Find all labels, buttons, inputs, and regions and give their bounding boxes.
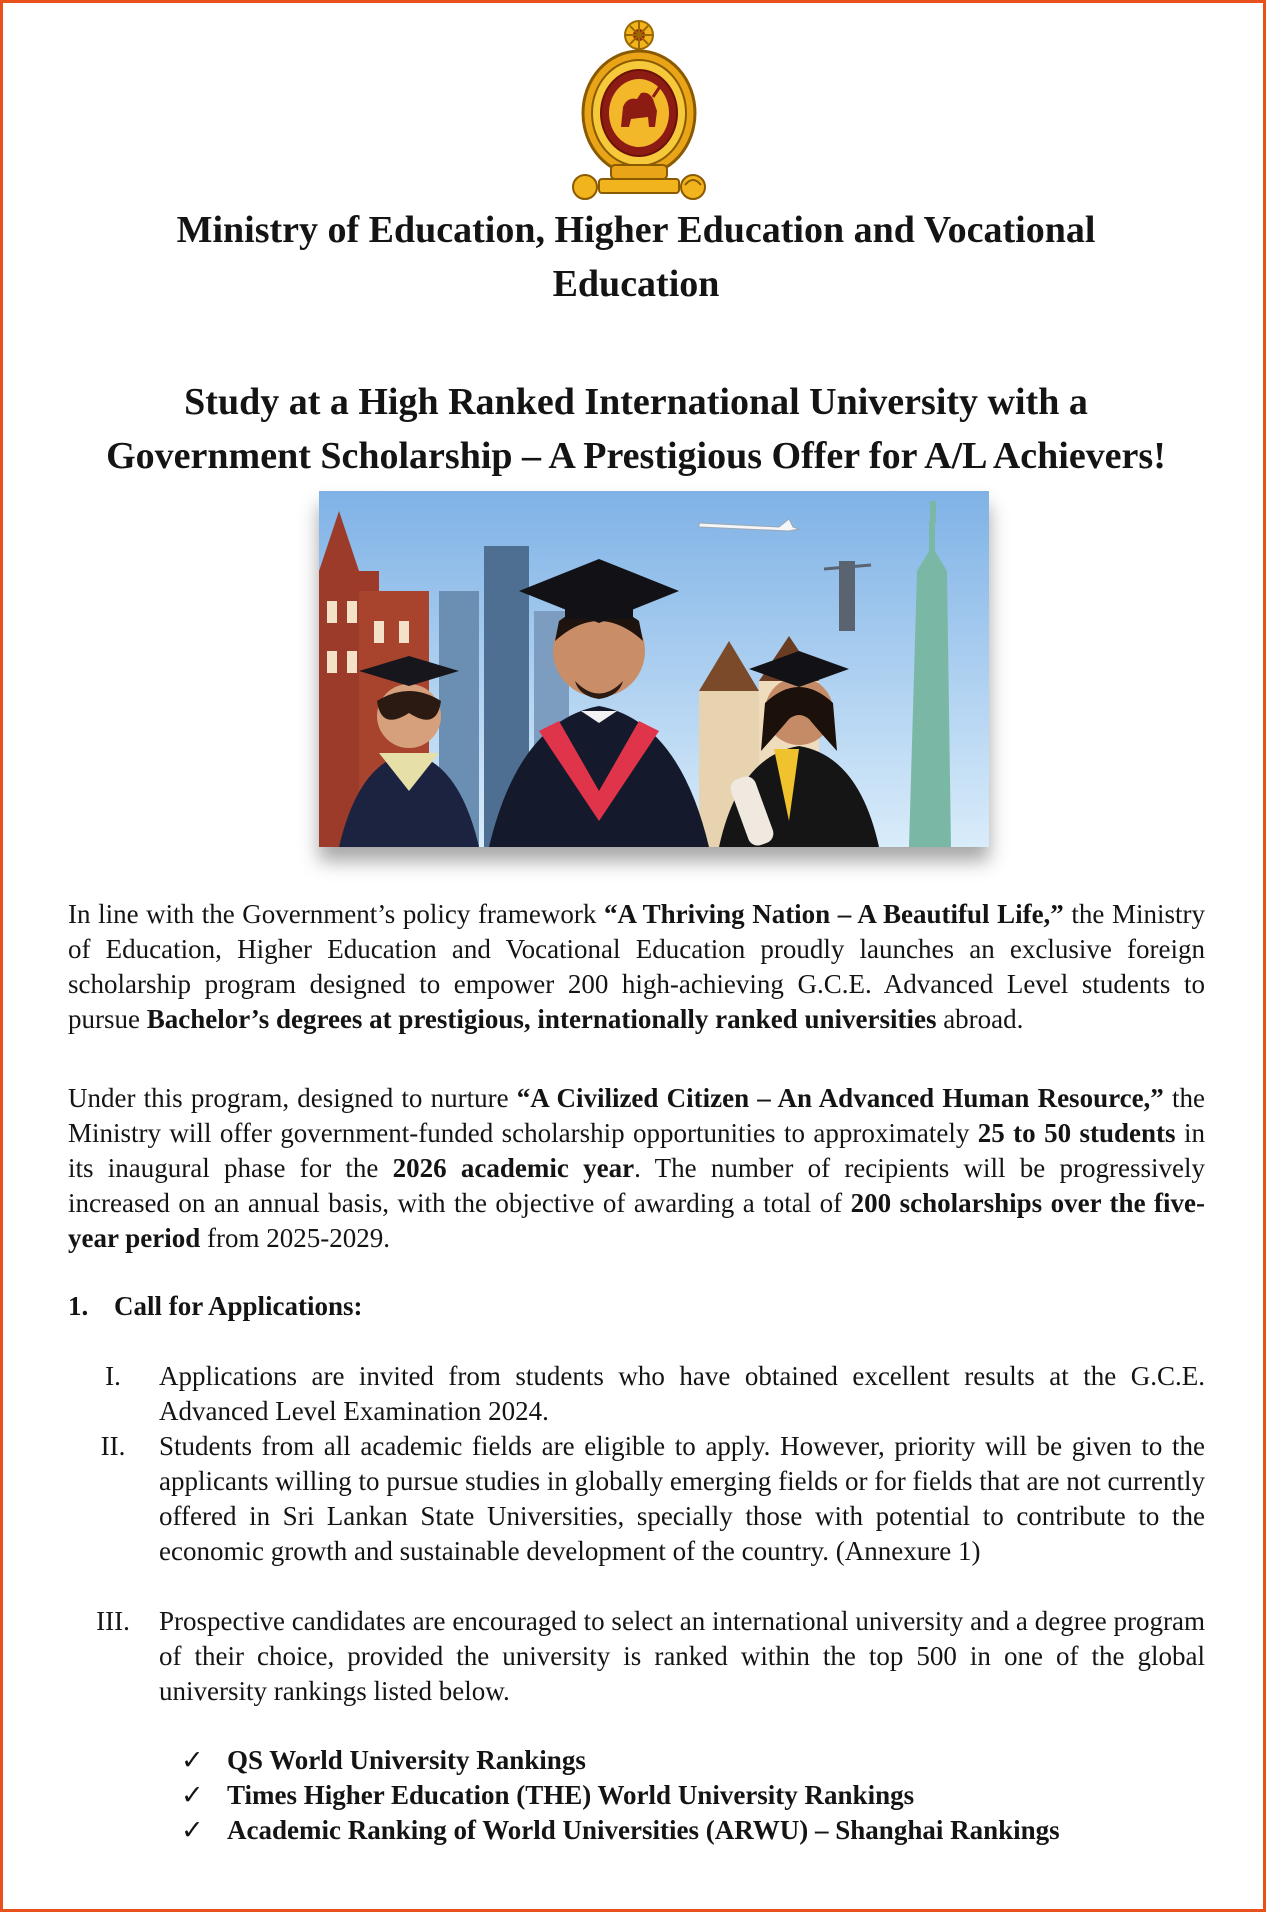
total-scholarships: 200 scholarships over the five-year period [68, 1188, 1205, 1253]
intro-text-2: the Ministry of Education, Higher Education and Vocational Education proudly launches an exclusive foreign scholarship program designed to empower 200 high-achieving G.C.E. Advanced Level students to pursue [68, 899, 1205, 1034]
intro-text-1: In line with the Government’s policy framework [68, 899, 604, 929]
program-text-3: in its inaugural phase for the [68, 1118, 1205, 1183]
section-title: Call for Applications: [114, 1291, 363, 1321]
policy-framework-name: “A Thriving Nation – A Beautiful Life,” [603, 899, 1064, 929]
rankings-list [181, 1743, 1060, 1848]
checkmark-icon: ✓ [181, 1780, 204, 1810]
list-item [68, 1359, 1205, 1429]
ranking-name: Times Higher Education (THE) World University Rankings [227, 1780, 915, 1810]
list-item [68, 1604, 1205, 1709]
section-number: 1. [68, 1291, 89, 1321]
student-count: 25 to 50 students [977, 1118, 1176, 1148]
ranking-item [181, 1778, 1060, 1813]
headline-line1: Study at a High Ranked International University with a [184, 381, 1088, 423]
ranking-name: QS World University Rankings [227, 1745, 586, 1775]
item-text: Applications are invited from students who have obtained excellent results at the G.C.E. Advanced Level Examination 2024. [159, 1361, 1205, 1426]
checkmark-icon: ✓ [181, 1745, 204, 1775]
list-item [68, 1429, 1205, 1569]
ranking-name: Academic Ranking of World Universities (ARWU) – Shanghai Rankings [227, 1815, 1060, 1845]
item-text: Students from all academic fields are eligible to apply. However, priority will be given to the applicants willing to pursue studies in globally emerging fields or for fields that are not currently offered in Sri Lankan State Universities, specially those with potential to contribute to the economic growth and sustainable development of the country. (Annexure 1) [159, 1431, 1205, 1566]
ranking-item [181, 1743, 1060, 1778]
checkmark-icon: ✓ [181, 1815, 204, 1845]
academic-year: 2026 academic year [392, 1153, 635, 1183]
page-headline [43, 375, 1229, 483]
program-slogan: “A Civilized Citizen – An Advanced Human Resource,” [516, 1083, 1164, 1113]
item-numeral: III. [96, 1606, 130, 1636]
ministry-title-line2: Education [552, 263, 720, 305]
program-text-1: Under this program, designed to nurture [68, 1083, 517, 1113]
program-paragraph [68, 1081, 1205, 1256]
degree-emphasis: Bachelor’s degrees at prestigious, internationally ranked universities [146, 1004, 937, 1034]
graduates-photo [319, 491, 989, 847]
intro-paragraph [68, 897, 1205, 1037]
headline-line2: Government Scholarship – A Prestigious Offer for A/L Achievers! [106, 435, 1166, 477]
program-text-4: . The number of recipients will be progressively increased on an annual basis, with the objective of awarding a total of [68, 1153, 1205, 1218]
ministry-title-line1: Ministry of Education, Higher Education and Vocational [176, 209, 1096, 251]
item-text: Prospective candidates are encouraged to select an international university and a degree program of their choice, provided the university is ranked within the top 500 in one of the global university rankings listed below. [159, 1606, 1205, 1706]
ranking-item [181, 1813, 1060, 1848]
section-heading [68, 1289, 363, 1324]
intro-text-3: abroad. [936, 1004, 1024, 1034]
program-text-5: from 2025-2029. [200, 1223, 390, 1253]
program-text-2: the Ministry will offer government-funded scholarship opportunities to approximately [68, 1083, 1205, 1148]
ministry-title [113, 203, 1159, 311]
item-numeral: I. [105, 1361, 121, 1391]
item-numeral: II. [100, 1431, 126, 1461]
national-emblem-icon [569, 15, 709, 207]
